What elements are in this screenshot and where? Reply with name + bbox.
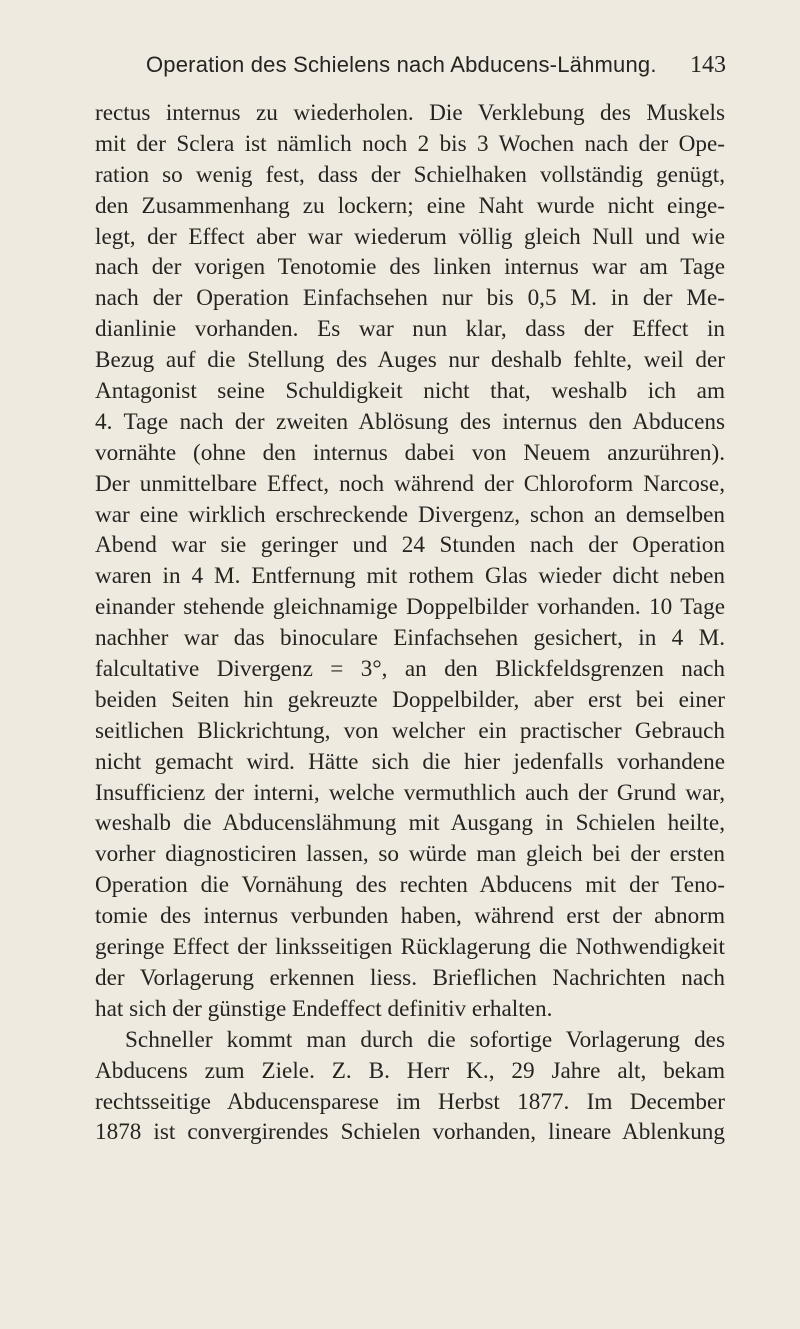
text-line: Operation die Vornähung des rechten Abducens mit der Teno-: [95, 872, 725, 899]
paragraph: [95, 98, 725, 1025]
text-line: vorher diagnosticiren lassen, so würde man gleich bei der ersten: [95, 841, 725, 868]
running-head: [96, 52, 726, 86]
text-line: den Zusammenhang zu lockern; eine Naht wurde nicht einge-: [95, 192, 725, 219]
text-line: Insufficienz der interni, welche vermuthlich auch der Grund war,: [95, 779, 725, 806]
page-number: 143: [690, 52, 726, 78]
text-line: 1878 ist convergirendes Schielen vorhanden, lineare Ablenkung: [95, 1119, 725, 1146]
text-line: ration so wenig fest, dass der Schielhaken vollständig genügt,: [95, 161, 725, 188]
text-line: nach der Operation Einfachsehen nur bis 0,5 M. in der Me-: [95, 285, 725, 312]
text-line: tomie des internus verbunden haben, während erst der abnorm: [95, 903, 725, 930]
text-line: nachher war das binoculare Einfachsehen gesichert, in 4 M.: [95, 625, 725, 652]
text-line: der Vorlagerung erkennen liess. Brieflichen Nachrichten nach: [95, 964, 725, 991]
body-text: [95, 98, 725, 1148]
text-line: Der unmittelbare Effect, noch während der Chloroform Narcose,: [95, 470, 725, 497]
text-line: 4. Tage nach der zweiten Ablösung des internus den Abducens: [95, 408, 725, 435]
paragraph: [95, 1025, 725, 1149]
text-line: beiden Seiten hin gekreuzte Doppelbilder, aber erst bei einer: [95, 686, 725, 713]
text-line: Abducens zum Ziele. Z. B. Herr K., 29 Jahre alt, bekam: [95, 1057, 725, 1084]
text-line: Bezug auf die Stellung des Auges nur deshalb fehlte, weil der: [95, 347, 725, 374]
text-line: rechtsseitige Abducensparese im Herbst 1877. Im December: [95, 1088, 725, 1115]
text-line: mit der Sclera ist nämlich noch 2 bis 3 Wochen nach der Ope-: [95, 130, 725, 157]
text-line: weshalb die Abducenslähmung mit Ausgang in Schielen heilte,: [95, 810, 725, 837]
text-line: geringe Effect der linksseitigen Rücklagerung die Nothwendigkeit: [95, 934, 725, 961]
text-line: nach der vorigen Tenotomie des linken internus war am Tage: [95, 254, 725, 281]
running-title: Operation des Schielens nach Abducens-Lähmung.: [146, 52, 657, 77]
text-line: Schneller kommt man durch die sofortige Vorlagerung des: [125, 1026, 725, 1053]
text-line: waren in 4 M. Entfernung mit rothem Glas wieder dicht neben: [95, 563, 725, 590]
text-line: rectus internus zu wiederholen. Die Verklebung des Muskels: [95, 100, 725, 126]
text-line: Abend war sie geringer und 24 Stunden nach der Operation: [95, 532, 725, 559]
text-line: vornähte (ohne den internus dabei von Neuem anzurühren).: [95, 439, 725, 466]
text-line: Antagonist seine Schuldigkeit nicht that, weshalb ich am: [95, 378, 725, 405]
text-line: falcultative Divergenz = 3°, an den Blickfeldsgrenzen nach: [95, 656, 725, 683]
text-line: seitlichen Blickrichtung, von welcher ein practischer Gebrauch: [95, 717, 725, 744]
text-line: einander stehende gleichnamige Doppelbilder vorhanden. 10 Tage: [95, 594, 725, 621]
text-line: war eine wirklich erschreckende Divergenz, schon an demselben: [95, 501, 725, 528]
text-line: legt, der Effect aber war wiederum völlig gleich Null und wie: [95, 223, 725, 250]
text-line: hat sich der günstige Endeffect definitiv erhalten.: [95, 995, 553, 1022]
text-line: nicht gemacht wird. Hätte sich die hier jedenfalls vorhandene: [95, 748, 725, 775]
text-line: dianlinie vorhanden. Es war nun klar, dass der Effect in: [95, 316, 725, 343]
